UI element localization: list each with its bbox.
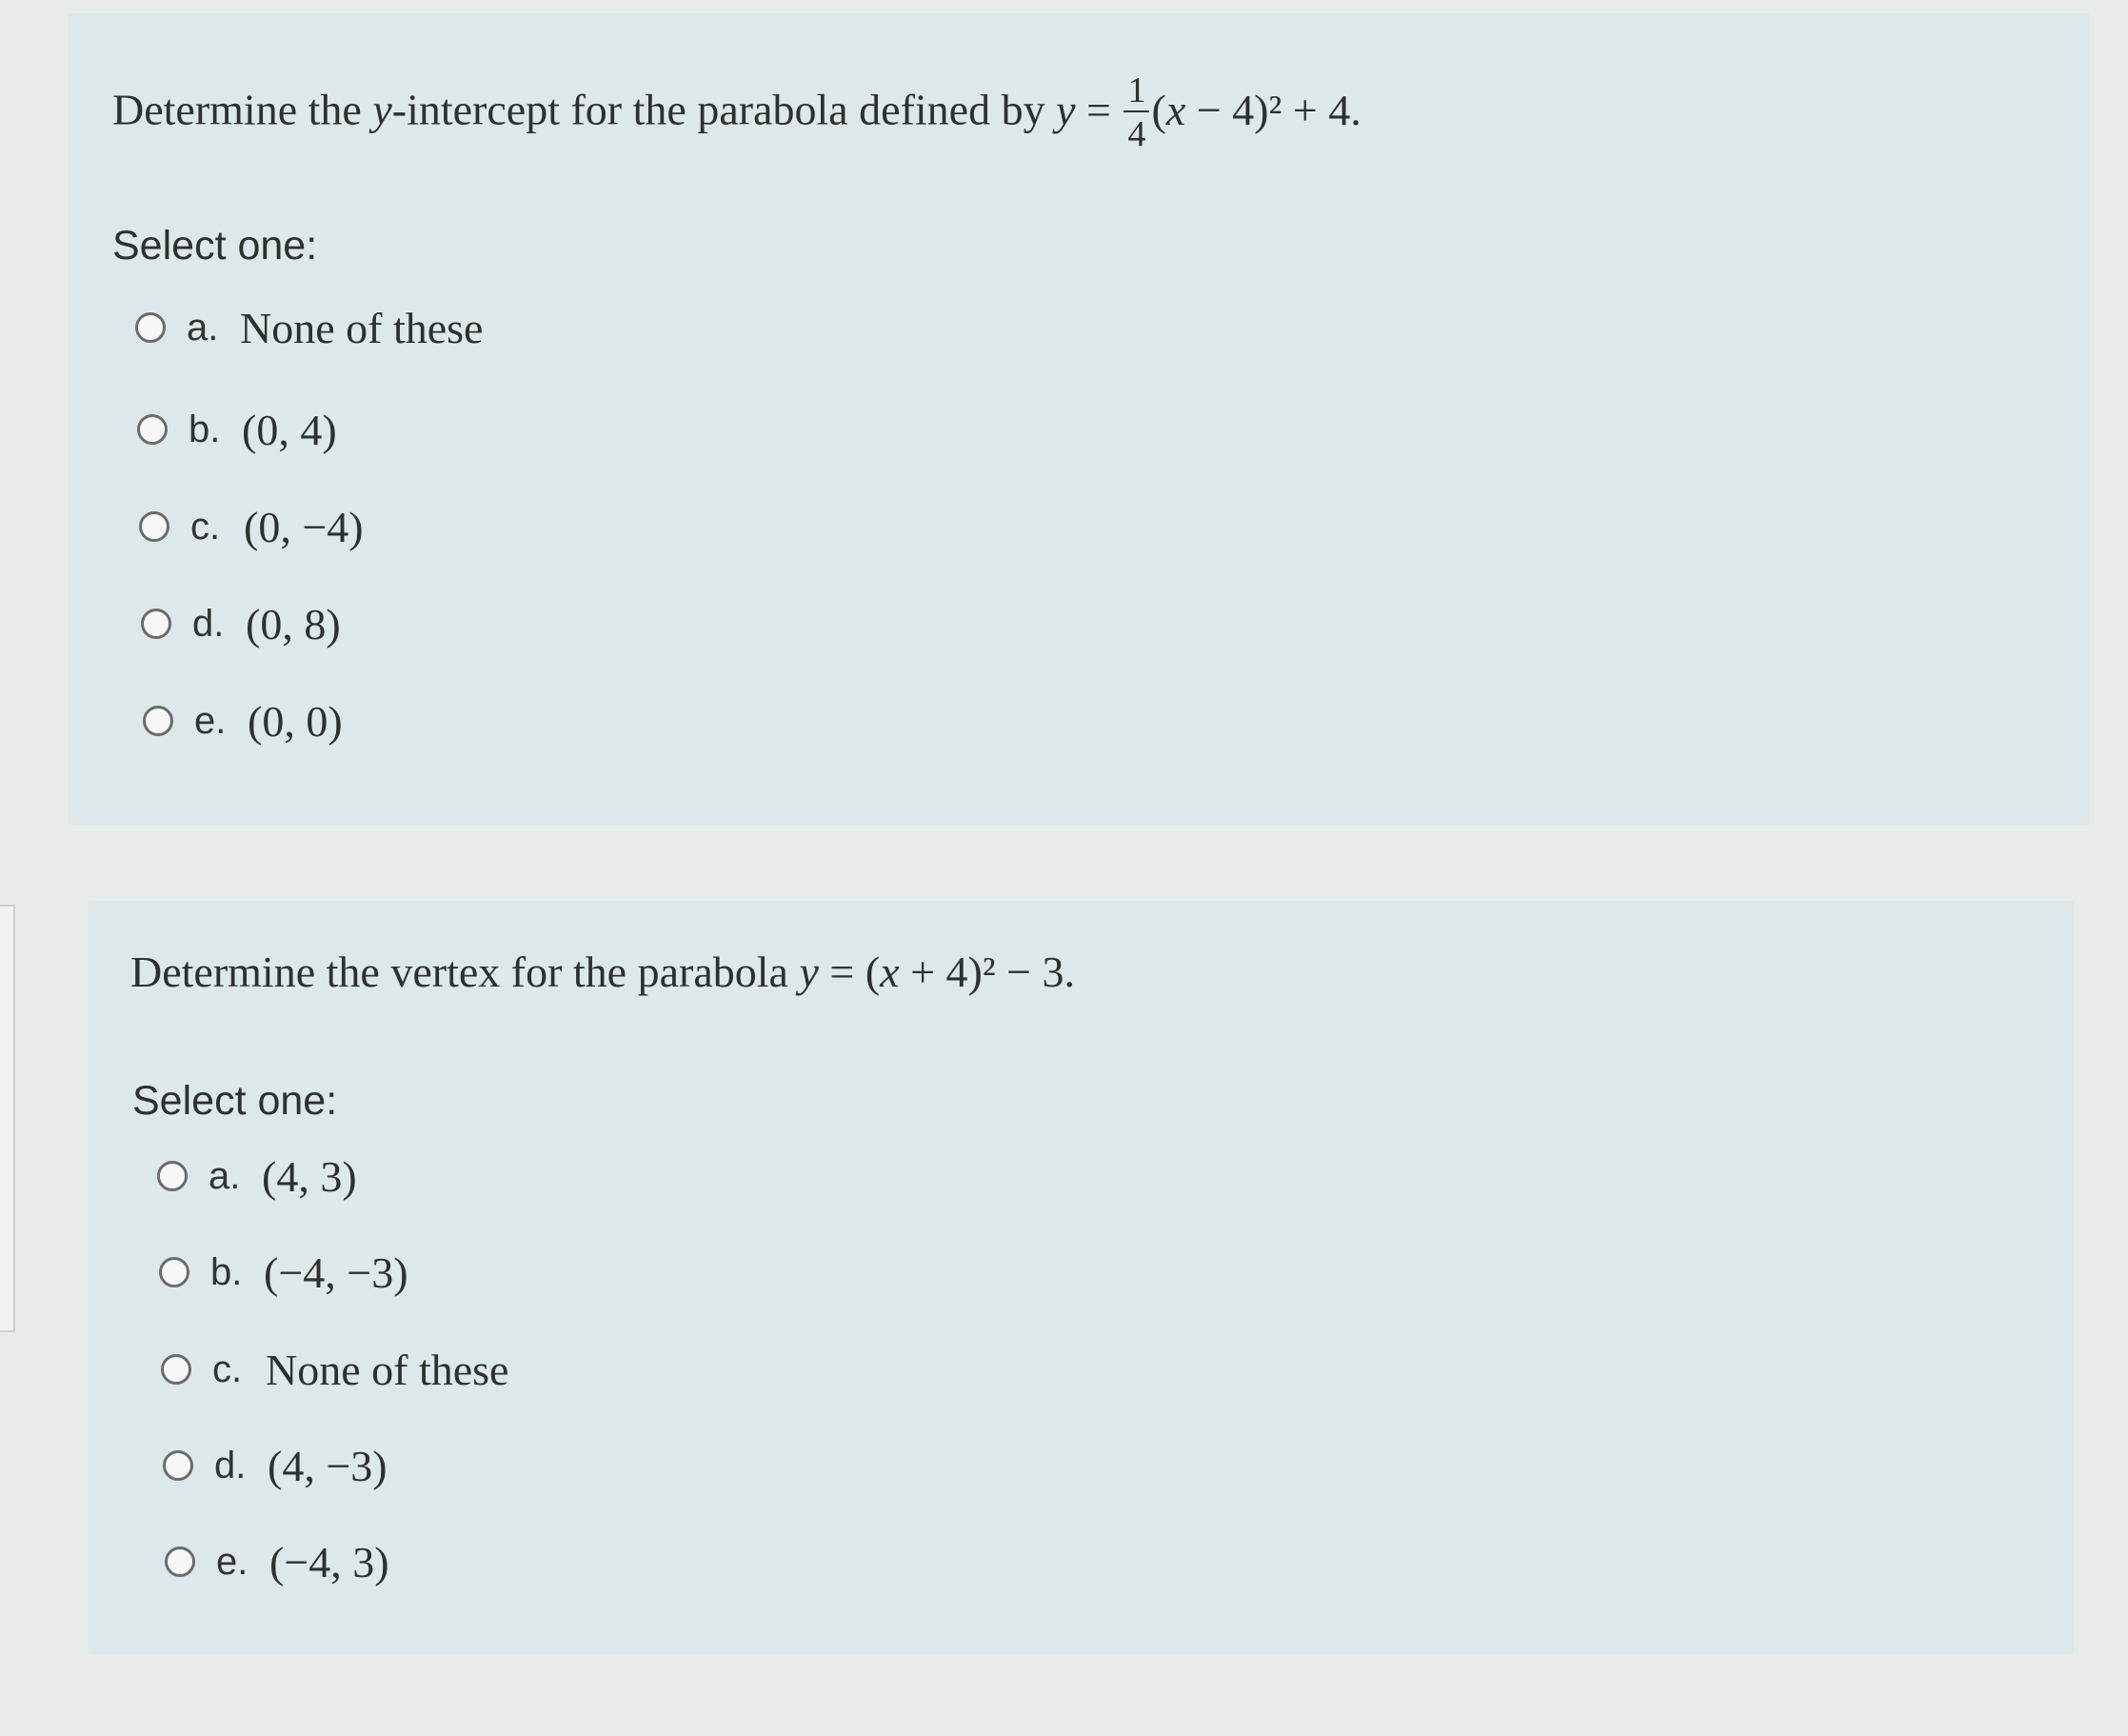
- question-1-text: [112, 70, 1362, 154]
- q2-option-d[interactable]: [163, 1437, 388, 1494]
- question-2: [89, 901, 2074, 1654]
- radio-button[interactable]: [143, 706, 173, 736]
- question-2-prefix: Determine the vertex for the parabola: [130, 948, 800, 996]
- radio-button[interactable]: [165, 1546, 195, 1577]
- radio-button[interactable]: [135, 312, 166, 343]
- q1-option-d[interactable]: [141, 595, 341, 652]
- q1-option-c[interactable]: [139, 498, 364, 555]
- option-letter: d.: [214, 1444, 247, 1487]
- eq-lhs: y: [1056, 85, 1076, 134]
- eq-x: x: [1165, 85, 1186, 134]
- radio-button[interactable]: [139, 511, 169, 542]
- radio-button[interactable]: [141, 609, 171, 639]
- eq-lhs: y: [799, 948, 819, 996]
- radio-button[interactable]: [159, 1257, 189, 1287]
- option-text: (0, 4): [242, 405, 337, 454]
- select-one-label: Select one:: [112, 223, 318, 269]
- question-1: [69, 13, 2089, 825]
- radio-button[interactable]: [161, 1354, 191, 1385]
- option-text: None of these: [266, 1345, 509, 1394]
- q1-option-a[interactable]: [135, 299, 483, 356]
- option-letter: c.: [212, 1347, 243, 1390]
- option-letter: e.: [194, 699, 227, 742]
- eq-rest: − 4)² + 4.: [1185, 85, 1362, 134]
- q2-option-c[interactable]: [161, 1341, 508, 1398]
- option-text: (0, 8): [246, 599, 341, 649]
- option-letter: c.: [190, 505, 221, 548]
- option-text: (0, −4): [244, 502, 364, 551]
- radio-button[interactable]: [157, 1161, 188, 1191]
- option-letter: a.: [209, 1154, 241, 1197]
- option-letter: a.: [187, 306, 219, 349]
- q2-option-a[interactable]: [157, 1147, 357, 1205]
- question-1-prefix: Determine the: [112, 85, 373, 134]
- eq-fraction: [1124, 72, 1149, 152]
- eq-x: x: [880, 948, 900, 996]
- select-one-label: Select one:: [132, 1078, 338, 1124]
- option-letter: b.: [189, 408, 221, 450]
- question-1-equation: [1056, 70, 1362, 154]
- question-2-text: [130, 947, 1075, 997]
- question-1-var: y: [372, 85, 392, 134]
- fraction-denominator: 4: [1127, 114, 1146, 154]
- eq-equals: =: [1075, 85, 1123, 134]
- option-text: (−4, −3): [264, 1247, 408, 1297]
- option-letter: b.: [210, 1250, 243, 1293]
- option-text: None of these: [240, 303, 484, 352]
- q2-option-b[interactable]: [159, 1244, 408, 1301]
- option-text: (0, 0): [248, 696, 343, 746]
- option-text: (4, 3): [262, 1151, 357, 1201]
- q1-option-b[interactable]: [137, 401, 337, 458]
- radio-button[interactable]: [163, 1450, 193, 1481]
- radio-button[interactable]: [137, 414, 168, 445]
- eq-rest: + 4)² − 3.: [899, 948, 1076, 996]
- fraction-numerator: 1: [1124, 72, 1149, 112]
- question-1-mid: -intercept for the parabola defined by: [391, 85, 1057, 134]
- option-letter: d.: [192, 602, 225, 645]
- left-edge-panel: [0, 905, 15, 1332]
- eq-open-paren: (: [1151, 85, 1166, 134]
- option-letter: e.: [216, 1540, 249, 1583]
- option-text: (−4, 3): [269, 1537, 389, 1586]
- option-text: (4, −3): [268, 1441, 388, 1490]
- q2-option-e[interactable]: [165, 1533, 389, 1590]
- eq-equals: = (: [818, 948, 881, 996]
- question-2-equation: [799, 948, 1075, 996]
- q1-option-e[interactable]: [143, 692, 343, 749]
